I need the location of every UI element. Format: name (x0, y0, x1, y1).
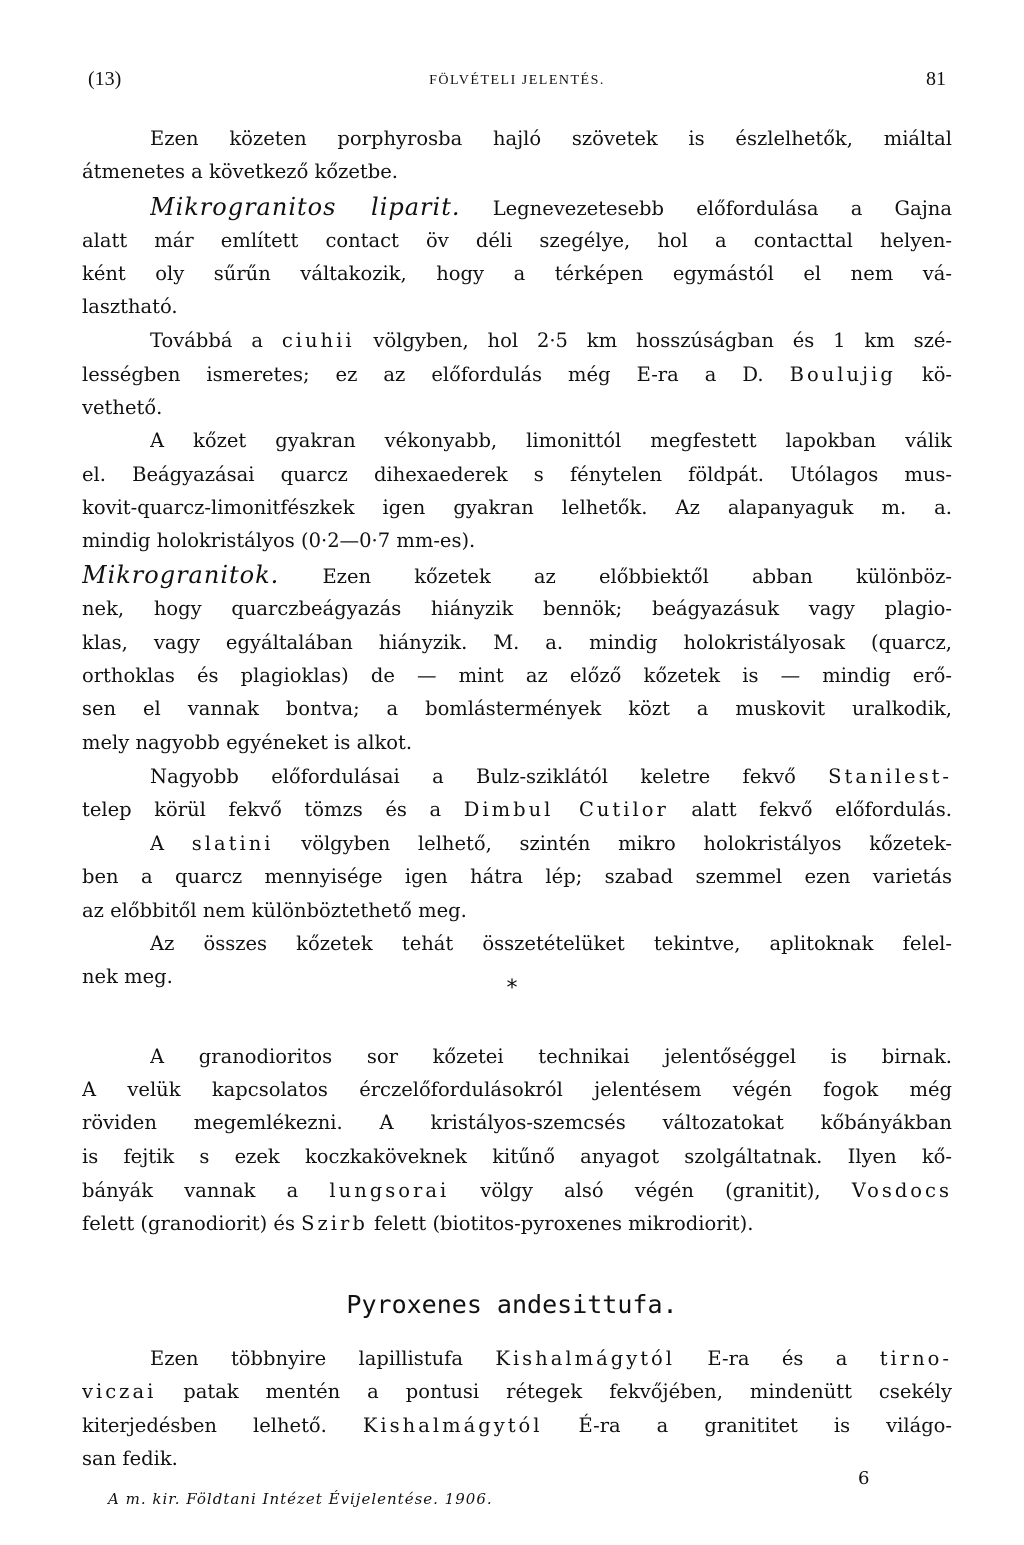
paragraph-2-line-3: ként oly sűrűn váltakozik, hogy a térképen egymástól el nem vá- (82, 262, 952, 285)
paragraph-9-line-5: bányák vannak a lungsorai völgy alsó végén (granitit), Vosdocs (82, 1179, 952, 1202)
place-name: viczai (82, 1380, 157, 1403)
paragraph-5-line-1: Mikrogranitok. Ezen kőzetek az előbbiektől abban különböz- (82, 561, 952, 589)
page-header (88, 68, 946, 98)
paragraph-8-line-1: Az összes kőzetek tehát összetételüket tekintve, aplitoknak felel- (150, 932, 952, 955)
paragraph-3-line-2: lességben ismeretes; ez az előfordulás még E-ra a D. Boulujig kö- (82, 363, 952, 386)
paragraph-2-line-4: lasztható. (82, 295, 178, 318)
paragraph-3-line-3: vethető. (82, 396, 163, 419)
page-label: (13) (88, 68, 122, 90)
paragraph-5-line-2: nek, hogy quarczbeágyazás hiányzik bennök; beágyazásuk vagy plagio- (82, 597, 952, 620)
paragraph-5-line-6: mely nagyobb egyéneket is alkot. (82, 731, 413, 754)
place-name: Kishalmágytól (362, 1414, 543, 1437)
section-heading-mikrogranitok: Mikrogranitok. (82, 561, 280, 589)
paragraph-5-line-3: klas, vagy egyáltalában hiányzik. M. a. mindig holokristályosak (quarcz, (82, 631, 952, 654)
paragraph-7-line-2: ben a quarcz mennyisége igen hátra lép; szabad szemmel ezen varietás (82, 865, 952, 888)
footer-imprint: A m. kir. Földtani Intézet Évijelentése. 1906. (108, 1490, 493, 1508)
running-title: FÖLVÉTELI JELENTÉS. (429, 73, 605, 88)
place-name: slatini (191, 832, 274, 855)
place-name: tirno- (879, 1347, 952, 1370)
paragraph-1-line-1: Ezen közeten porphyrosba hajló szövetek is észlelhetők, miáltal (150, 127, 952, 150)
place-name: Dimbul Cutilor (463, 798, 669, 821)
signature-mark: 6 (858, 1468, 870, 1489)
paragraph-2-line-1: Mikrogranitos liparit. Legnevezetesebb előfordulása a Gajna (150, 193, 952, 221)
paragraph-4-line-2: el. Beágyazásai quarcz dihexaederek s fénytelen földpát. Utólagos mus- (82, 463, 952, 486)
paragraph-5-line-5: sen el vannak bontva; a bomlástermények közt a muskovit uralkodik, (82, 697, 952, 720)
paragraph-6-line-1: Nagyobb előfordulásai a Bulz-sziklától keletre fekvő Stanilest- (150, 765, 952, 788)
paragraph-10-line-1: Ezen többnyire lapillistufa Kishalmágytól E-ra és a tirno- (150, 1347, 952, 1370)
paragraph-9-line-2: A velük kapcsolatos érczelőfordulásokról jelentésem végén fogok még (82, 1078, 952, 1101)
paragraph-3-line-1: Továbbá a ciuhii völgyben, hol 2·5 km hosszúságban és 1 km szé- (150, 329, 952, 352)
paragraph-10-line-3: kiterjedésben lelhető. Kishalmágytól É-ra a granititet is világo- (82, 1414, 952, 1437)
paragraph-9-line-3: röviden megemlékezni. A kristályos-szemcsés változatokat kőbányákban (82, 1111, 952, 1134)
paragraph-7-line-1: A slatini völgyben lelhető, szintén mikro holokristályos kőzetek- (150, 832, 952, 855)
section-separator: * (506, 976, 518, 1001)
paragraph-5-line-4: orthoklas és plagioklas) de — mint az előző kőzetek is — mindig erő- (82, 664, 952, 687)
section-heading-mikrogranitos-liparit: Mikrogranitos liparit. (150, 193, 461, 221)
place-name: ciuhii (281, 329, 355, 352)
paragraph-9-line-6: felett (granodiorit) és Szirb felett (biotitos-pyroxenes mikrodiorit). (82, 1212, 754, 1235)
place-name: Stanilest- (828, 765, 952, 788)
paragraph-4-line-1: A kőzet gyakran vékonyabb, limonittól megfestett lapokban válik (150, 429, 952, 452)
paragraph-8-line-2: nek meg. (82, 965, 173, 988)
place-name: Kishalmágytól (495, 1347, 676, 1370)
place-name: Szirb (301, 1212, 368, 1235)
paragraph-4-line-4: mindig holokristályos (0·2—0·7 mm-es). (82, 529, 476, 552)
paragraph-2-line-2: alatt már említett contact öv déli szegélye, hol a contacttal helyen- (82, 229, 952, 252)
paragraph-10-line-4: san fedik. (82, 1447, 178, 1470)
place-name: Vosdocs (851, 1179, 952, 1202)
paragraph-1-line-2: átmenetes a következő kőzetbe. (82, 160, 398, 183)
paragraph-9-line-4: is fejtik s ezek koczkaköveknek kitűnő anyagot szolgáltatnak. Ilyen kő- (82, 1145, 952, 1168)
paragraph-6-line-2: telep körül fekvő tömzs és a Dimbul Cutilor alatt fekvő előfordulás. (82, 798, 952, 821)
place-name: Boulujig (789, 363, 896, 386)
paragraph-7-line-3: az előbbitől nem különböztethető meg. (82, 899, 467, 922)
paragraph-4-line-3: kovit-quarcz-limonitfészkek igen gyakran lelhetők. Az alapanyaguk m. a. (82, 496, 952, 519)
place-name: lungsorai (329, 1179, 450, 1202)
paragraph-9-line-1: A granodioritos sor kőzetei technikai jelentőséggel is birnak. (150, 1045, 952, 1068)
section-title: Pyroxenes andesittufa. (346, 1290, 678, 1319)
paragraph-10-line-2: viczai patak mentén a pontusi rétegek fekvőjében, mindenütt csekély (82, 1380, 952, 1403)
page-number: 81 (926, 68, 946, 90)
